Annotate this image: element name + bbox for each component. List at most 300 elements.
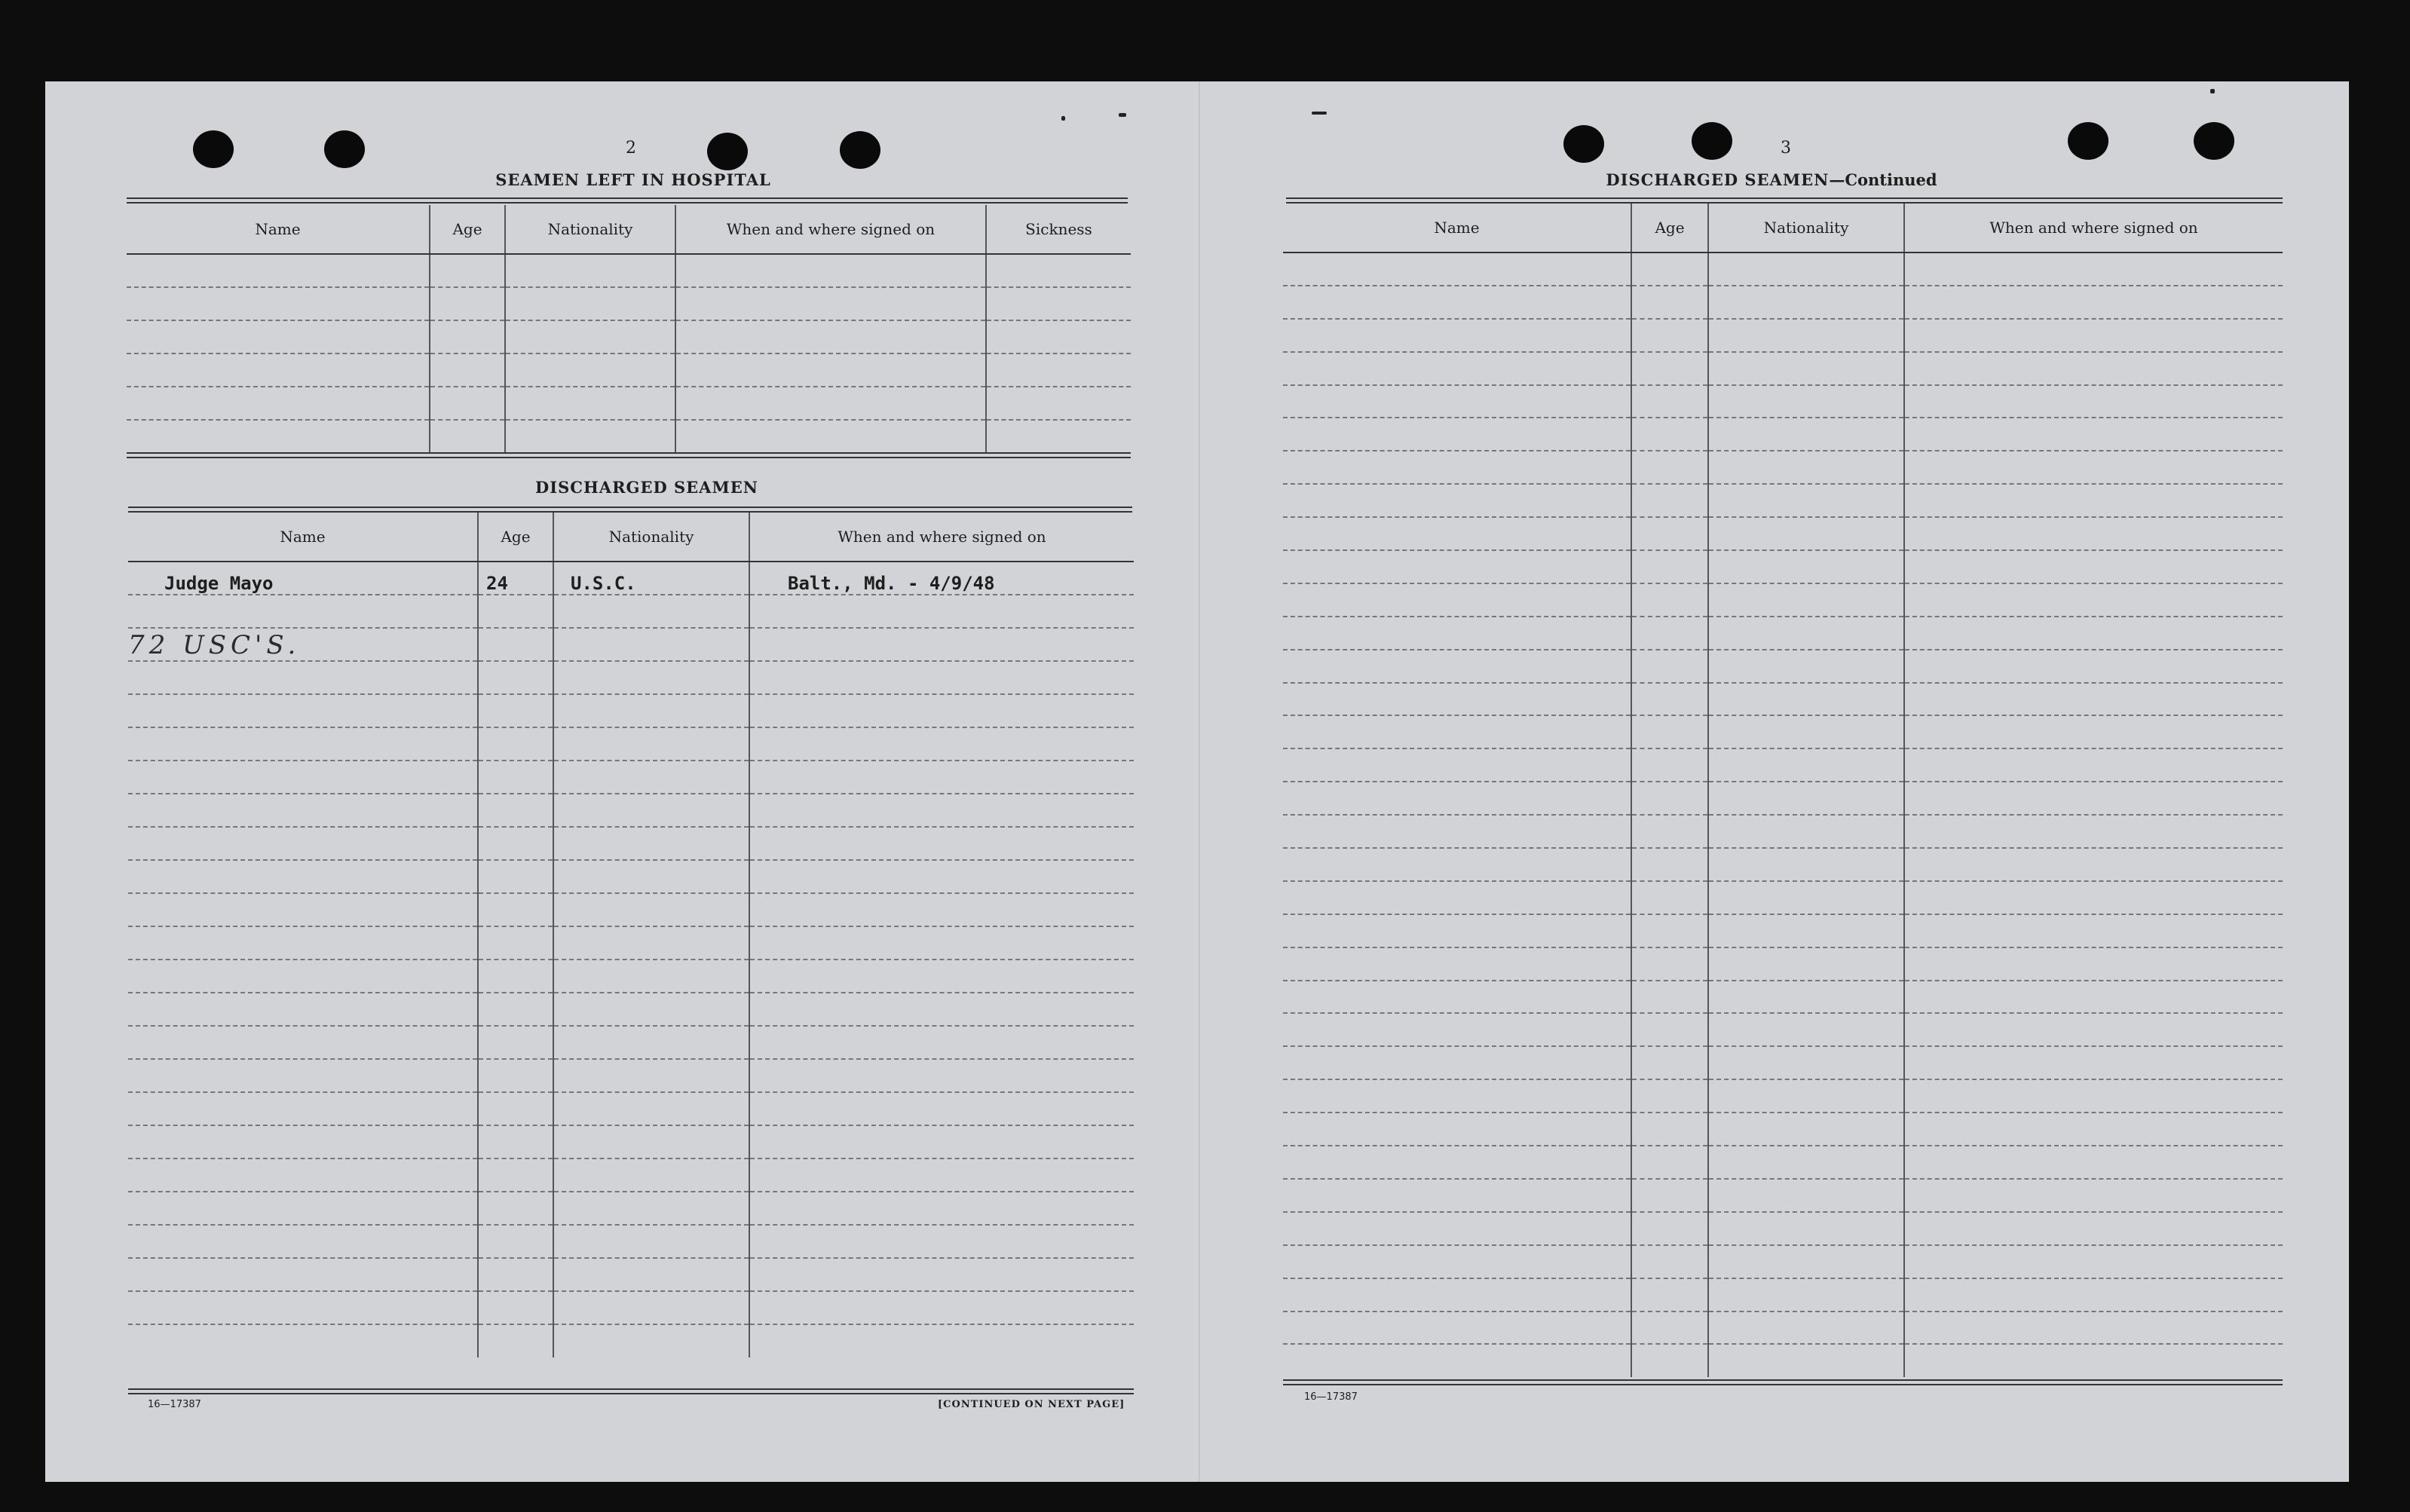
punch-hole	[1563, 125, 1604, 163]
table-cell	[1708, 583, 1904, 617]
table-cell	[505, 354, 675, 387]
table-cell	[1631, 319, 1708, 352]
table-cell	[1708, 815, 1904, 848]
table-cell	[1904, 1013, 2283, 1046]
table-cell	[128, 1092, 478, 1125]
table-cell	[1708, 550, 1904, 583]
table-cell	[749, 1258, 1134, 1291]
table-cell	[1708, 881, 1904, 914]
table-cell	[1904, 617, 2283, 650]
table-cell	[1904, 683, 2283, 716]
table-cell	[478, 827, 553, 860]
table-cell	[675, 320, 986, 354]
table-cell	[1904, 782, 2283, 815]
table-cell	[1708, 1013, 1904, 1046]
table-cell	[1631, 1179, 1708, 1212]
table-cell	[478, 1258, 553, 1291]
table-cell	[127, 387, 430, 420]
table-cell	[1631, 484, 1708, 517]
table-cell	[128, 595, 478, 628]
table-cell	[749, 761, 1134, 794]
handwritten-note: 72 USC'S.	[128, 630, 301, 660]
table-cell	[478, 661, 553, 694]
table-cell	[1631, 947, 1708, 981]
table-cell	[127, 320, 430, 354]
table-cell	[478, 1026, 553, 1059]
table-cell	[553, 1125, 749, 1158]
table-cell	[128, 1225, 478, 1258]
table-cell	[1631, 650, 1708, 683]
table-cell	[553, 761, 749, 794]
table-cell	[553, 727, 749, 761]
right-bottom-rule	[1283, 1379, 2283, 1385]
form-number: 16—17387	[1304, 1391, 1358, 1403]
table-cell	[1283, 517, 1631, 550]
table-cell	[1708, 517, 1904, 550]
table-cell	[1708, 286, 1904, 319]
table-cell	[1904, 286, 2283, 319]
table-cell	[1708, 451, 1904, 484]
table-cell	[1708, 1312, 1904, 1345]
table-cell	[1283, 550, 1631, 583]
table-cell	[1631, 683, 1708, 716]
table-cell	[986, 387, 1131, 420]
discharged-top-rule	[128, 507, 1132, 513]
table-cell	[1904, 881, 2283, 914]
table-cell	[1631, 1013, 1708, 1046]
punch-hole	[2068, 122, 2108, 160]
table-cell	[1283, 1146, 1631, 1179]
table-cell	[478, 1125, 553, 1158]
table-cell	[749, 628, 1134, 661]
discharged-bottom-rule	[128, 1388, 1134, 1394]
table-cell	[1283, 981, 1631, 1014]
table-cell	[1283, 815, 1631, 848]
table-cell	[1283, 253, 1631, 286]
table-cell	[1904, 1212, 2283, 1245]
column-header-sickness: Sickness	[986, 205, 1131, 254]
table-cell	[1283, 650, 1631, 683]
continued-note: [CONTINUED ON NEXT PAGE]	[938, 1399, 1125, 1410]
discharged-section-title: DISCHARGED SEAMEN	[535, 478, 758, 497]
table-cell	[1631, 1079, 1708, 1113]
punch-hole	[324, 130, 365, 168]
table-cell	[1283, 484, 1631, 517]
seaman-name: Judge Mayo	[128, 562, 478, 595]
table-cell	[553, 1291, 749, 1324]
table-cell	[430, 320, 505, 354]
table-cell	[478, 860, 553, 893]
table-cell	[675, 420, 986, 453]
page-number: 3	[1781, 139, 1791, 158]
table-cell	[1283, 1013, 1631, 1046]
table-cell	[1631, 1146, 1708, 1179]
table-cell	[505, 287, 675, 320]
table-cell	[128, 1059, 478, 1092]
table-cell	[1708, 848, 1904, 881]
table-cell	[1283, 352, 1631, 385]
table-cell	[1904, 484, 2283, 517]
table-cell	[128, 1125, 478, 1158]
table-cell	[1631, 914, 1708, 947]
table-cell	[1708, 253, 1904, 286]
table-cell	[127, 254, 430, 287]
table-cell	[430, 254, 505, 287]
table-cell	[1904, 914, 2283, 947]
table-cell	[478, 1092, 553, 1125]
table-cell	[1631, 385, 1708, 418]
table-cell	[478, 628, 553, 661]
table-cell	[749, 893, 1134, 926]
table-cell	[128, 794, 478, 827]
table-cell	[1283, 319, 1631, 352]
punch-hole	[193, 130, 234, 168]
table-cell	[1283, 286, 1631, 319]
table-cell	[1708, 914, 1904, 947]
table-cell	[1283, 1245, 1631, 1278]
column-header-signed-on: When and where signed on	[675, 205, 986, 254]
table-cell	[1631, 253, 1708, 286]
table-cell	[1904, 815, 2283, 848]
table-cell	[1904, 981, 2283, 1014]
table-cell	[478, 1158, 553, 1192]
table-cell	[1283, 782, 1631, 815]
table-cell	[128, 1026, 478, 1059]
table-cell	[1708, 418, 1904, 451]
table-cell	[128, 860, 478, 893]
table-cell	[1708, 650, 1904, 683]
table-cell	[127, 354, 430, 387]
table-cell	[1708, 947, 1904, 981]
table-cell	[478, 727, 553, 761]
table-cell	[430, 287, 505, 320]
table-cell	[1904, 550, 2283, 583]
table-cell	[1708, 1146, 1904, 1179]
table-cell	[1631, 1113, 1708, 1146]
table-cell	[1283, 1046, 1631, 1079]
table-cell	[553, 1092, 749, 1125]
table-cell	[749, 694, 1134, 727]
table-cell	[1708, 617, 1904, 650]
table-cell	[1631, 1046, 1708, 1079]
column-header-signed-on: When and where signed on	[749, 513, 1134, 562]
table-cell	[1631, 1212, 1708, 1245]
table-cell	[1904, 1312, 2283, 1345]
table-cell	[1904, 1179, 2283, 1212]
table-cell	[749, 1192, 1134, 1225]
table-cell	[478, 926, 553, 960]
hospital-top-rule	[127, 197, 1128, 204]
table-cell	[1708, 319, 1904, 352]
punch-hole	[707, 133, 748, 170]
table-cell	[553, 794, 749, 827]
table-cell	[128, 694, 478, 727]
table-cell	[505, 320, 675, 354]
table-cell	[1283, 947, 1631, 981]
table-cell	[478, 893, 553, 926]
table-cell	[749, 827, 1134, 860]
table-cell	[1283, 914, 1631, 947]
table-cell	[1631, 418, 1708, 451]
table-cell	[1904, 352, 2283, 385]
seaman-age: 24	[478, 562, 553, 595]
form-number: 16—17387	[148, 1399, 201, 1410]
table-cell	[1283, 1344, 1631, 1377]
discharged-continued-table	[1283, 204, 2283, 1377]
table-cell	[1708, 385, 1904, 418]
table-cell	[1631, 286, 1708, 319]
table-cell	[1283, 617, 1631, 650]
table-cell	[128, 1324, 478, 1357]
table-cell	[1708, 484, 1904, 517]
table-cell	[1904, 385, 2283, 418]
table-cell	[553, 1324, 749, 1357]
table-cell	[1631, 782, 1708, 815]
table-cell	[1283, 1312, 1631, 1345]
table-cell	[1708, 1278, 1904, 1312]
table-cell	[1631, 748, 1708, 782]
table-cell	[430, 354, 505, 387]
table-cell	[1283, 583, 1631, 617]
table-cell	[127, 420, 430, 453]
table-cell	[478, 1059, 553, 1092]
section-title-text: DISCHARGED SEAMEN	[1606, 170, 1830, 189]
table-cell	[1904, 451, 2283, 484]
ink-speck	[1119, 113, 1126, 117]
table-cell	[478, 1225, 553, 1258]
table-cell	[1708, 782, 1904, 815]
table-cell	[128, 926, 478, 960]
table-cell	[128, 893, 478, 926]
table-cell	[749, 860, 1134, 893]
table-cell	[749, 1125, 1134, 1158]
table-cell	[1283, 1278, 1631, 1312]
table-cell	[478, 1324, 553, 1357]
table-cell	[1904, 1146, 2283, 1179]
table-cell	[1631, 1278, 1708, 1312]
table-cell	[1283, 1212, 1631, 1245]
table-cell	[1904, 848, 2283, 881]
column-header-age: Age	[430, 205, 505, 254]
table-cell	[478, 595, 553, 628]
table-cell	[1904, 1344, 2283, 1377]
table-cell	[553, 1059, 749, 1092]
table-cell	[1904, 517, 2283, 550]
table-cell	[1283, 385, 1631, 418]
table-cell	[1708, 1079, 1904, 1113]
table-cell	[505, 420, 675, 453]
table-cell	[478, 1192, 553, 1225]
table-cell	[553, 960, 749, 993]
table-cell	[127, 287, 430, 320]
table-cell	[749, 1026, 1134, 1059]
table-cell	[128, 960, 478, 993]
column-header-nationality: Nationality	[553, 513, 749, 562]
table-cell	[1708, 352, 1904, 385]
table-cell	[749, 926, 1134, 960]
table-cell	[1904, 1079, 2283, 1113]
table-cell	[478, 694, 553, 727]
table-cell	[986, 254, 1131, 287]
table-cell	[1283, 418, 1631, 451]
punch-hole	[840, 131, 880, 169]
table-cell	[553, 827, 749, 860]
table-cell	[430, 420, 505, 453]
table-cell	[553, 1225, 749, 1258]
table-cell	[128, 761, 478, 794]
table-cell	[749, 1158, 1134, 1192]
table-cell	[749, 727, 1134, 761]
table-cell	[553, 926, 749, 960]
table-cell	[478, 794, 553, 827]
table-cell	[553, 1258, 749, 1291]
table-cell	[986, 354, 1131, 387]
table-cell	[553, 1026, 749, 1059]
table-cell	[1708, 1212, 1904, 1245]
table-cell	[553, 1192, 749, 1225]
table-cell	[1631, 848, 1708, 881]
table-cell	[1631, 352, 1708, 385]
table-cell	[1708, 1113, 1904, 1146]
table-cell	[749, 1225, 1134, 1258]
table-cell	[1904, 583, 2283, 617]
table-cell	[1631, 881, 1708, 914]
ink-speck	[2210, 89, 2215, 93]
table-cell	[1631, 583, 1708, 617]
table-cell	[749, 1324, 1134, 1357]
section-title-suffix: —Continued	[1829, 170, 1937, 189]
table-cell	[553, 595, 749, 628]
punch-hole	[2194, 122, 2234, 160]
table-cell	[986, 320, 1131, 354]
table-cell	[478, 960, 553, 993]
table-cell	[1631, 1312, 1708, 1345]
hospital-table	[127, 205, 1131, 453]
column-header-name: Name	[128, 513, 478, 562]
table-cell	[505, 387, 675, 420]
table-cell	[1283, 683, 1631, 716]
table-cell	[430, 387, 505, 420]
table-cell	[1283, 1179, 1631, 1212]
table-cell	[1904, 1113, 2283, 1146]
table-cell	[1708, 683, 1904, 716]
seaman-nationality: U.S.C.	[553, 562, 749, 595]
table-cell	[1283, 748, 1631, 782]
table-cell	[1708, 748, 1904, 782]
table-cell	[128, 1158, 478, 1192]
table-cell	[675, 387, 986, 420]
table-cell	[553, 661, 749, 694]
table-cell	[478, 993, 553, 1026]
discharged-continued-title	[1545, 170, 1998, 189]
table-cell	[1904, 1278, 2283, 1312]
column-header-name: Name	[1283, 204, 1631, 253]
table-cell	[128, 827, 478, 860]
table-cell	[1904, 253, 2283, 286]
table-cell	[749, 993, 1134, 1026]
table-cell	[749, 1059, 1134, 1092]
table-cell	[1283, 881, 1631, 914]
column-header-nationality: Nationality	[505, 205, 675, 254]
table-cell	[1708, 1344, 1904, 1377]
table-cell	[749, 960, 1134, 993]
table-cell	[675, 354, 986, 387]
ink-speck	[1312, 112, 1327, 115]
column-header-nationality: Nationality	[1708, 204, 1904, 253]
table-cell	[1904, 319, 2283, 352]
table-cell	[1904, 650, 2283, 683]
table-cell	[553, 893, 749, 926]
table-cell	[128, 1258, 478, 1291]
table-cell	[749, 1291, 1134, 1324]
table-cell	[749, 661, 1134, 694]
table-cell	[478, 761, 553, 794]
right-top-rule	[1286, 197, 2283, 204]
table-cell	[1631, 451, 1708, 484]
table-cell	[749, 794, 1134, 827]
table-cell	[1631, 550, 1708, 583]
table-cell	[675, 287, 986, 320]
table-cell	[1708, 715, 1904, 748]
table-cell	[1708, 1179, 1904, 1212]
table-cell	[986, 287, 1131, 320]
table-cell	[505, 254, 675, 287]
table-cell	[749, 1092, 1134, 1125]
table-cell	[1631, 715, 1708, 748]
table-cell	[553, 993, 749, 1026]
table-cell	[553, 860, 749, 893]
table-cell	[1904, 947, 2283, 981]
table-cell	[675, 254, 986, 287]
table-cell	[1631, 617, 1708, 650]
punch-hole	[1692, 122, 1732, 160]
page-number: 2	[626, 139, 636, 158]
table-cell	[1631, 981, 1708, 1014]
table-cell	[1631, 1344, 1708, 1377]
table-cell	[1283, 1079, 1631, 1113]
seaman-signed-on: Balt., Md. - 4/9/48	[749, 562, 1134, 595]
table-cell	[1904, 418, 2283, 451]
table-cell	[1708, 1046, 1904, 1079]
table-cell	[1631, 517, 1708, 550]
column-header-name: Name	[127, 205, 430, 254]
table-cell	[1631, 1245, 1708, 1278]
column-header-age: Age	[1631, 204, 1708, 253]
table-cell	[1904, 748, 2283, 782]
hospital-section-title: SEAMEN LEFT IN HOSPITAL	[495, 170, 771, 189]
table-cell	[1904, 1046, 2283, 1079]
table-cell	[1708, 1245, 1904, 1278]
table-cell	[1904, 715, 2283, 748]
table-cell	[553, 628, 749, 661]
table-cell	[478, 1291, 553, 1324]
table-cell	[1904, 1245, 2283, 1278]
table-cell	[553, 694, 749, 727]
table-cell	[1631, 815, 1708, 848]
ink-speck	[1061, 116, 1065, 121]
table-cell	[749, 595, 1134, 628]
column-header-signed-on: When and where signed on	[1904, 204, 2283, 253]
table-cell	[128, 661, 478, 694]
table-cell	[1708, 981, 1904, 1014]
table-cell	[553, 1158, 749, 1192]
table-cell	[128, 1291, 478, 1324]
table-cell	[1283, 451, 1631, 484]
table-cell	[128, 727, 478, 761]
table-cell	[986, 420, 1131, 453]
table-cell	[1283, 715, 1631, 748]
table-cell	[1283, 848, 1631, 881]
